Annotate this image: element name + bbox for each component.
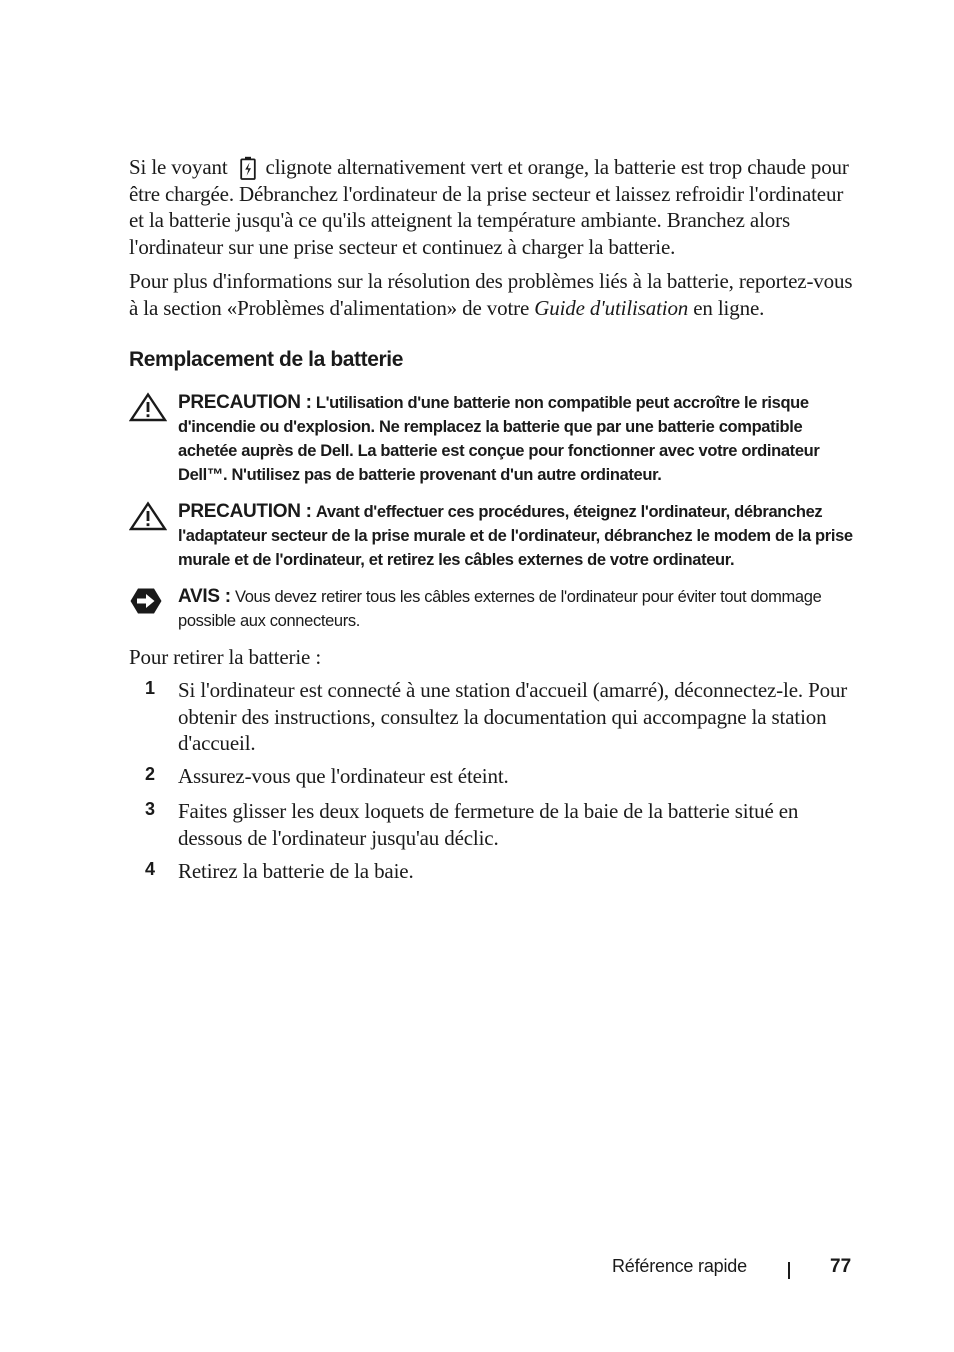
- reference-tail-text: en ligne.: [688, 295, 765, 320]
- step-number: 3: [145, 799, 156, 819]
- notice-text: Avant d'effectuer ces procédures, éteignez l'ordinateur, débranchez l'adaptateur secteur de la prise murale et de l'ordinateur, débranchez le modem de la prise murale et de l'ordinateur, et retirez les câbles externes de votre ordinateur.: [178, 503, 853, 569]
- notice-text: L'utilisation d'une batterie non compatible peut accroître le risque d'incendie ou d'explosion. Ne remplacez la batterie que par une batterie compatible achetée auprès de Dell. La batterie est conçue pour fonctionner avec votre ordinateur Dell™. N'utilisez pas de batterie provenant d'un autre ordinateur.: [178, 394, 820, 484]
- step-text: Retirez la batterie de la baie.: [178, 859, 414, 883]
- steps-intro: Pour retirer la batterie :: [129, 645, 322, 669]
- paragraph-body-text: clignote alternativement vert et orange, la batterie est trop chaude pour être chargée. Débranchez l'ordinateur de la prise secteur et laissez refroidir l'ordinateur et la batterie jusqu'à ce qu'ils atteignent la température ambiante. Branchez alors l'ordinateur sur une prise secteur et continuez à charger la batterie.: [129, 155, 849, 259]
- reference-paragraph: [129, 268, 855, 321]
- step-number: 4: [145, 859, 156, 879]
- guide-title: Guide d'utilisation: [534, 295, 689, 320]
- step-text: Si l'ordinateur est connecté à une station d'accueil (amarré), déconnectez-le. Pour obtenir des instructions, consultez la documentation qui accompagne la station d'accueil.: [178, 678, 848, 755]
- section-title: Remplacement de la batterie: [129, 348, 403, 371]
- precaution-notice: [129, 391, 855, 487]
- notice-label: AVIS :: [178, 586, 231, 607]
- footer-divider: [788, 1262, 790, 1279]
- notice-label: PRECAUTION :: [178, 501, 312, 522]
- avis-notice: [129, 585, 855, 635]
- paragraph-lead-text: Si le voyant: [129, 155, 228, 179]
- footer-title: Référence rapide: [612, 1256, 747, 1276]
- battery-charging-icon: [240, 156, 256, 180]
- precaution-notice: [129, 500, 855, 572]
- warning-triangle-icon: [129, 501, 167, 536]
- step-number: 1: [145, 678, 156, 698]
- notice-text: Vous devez retirer tous les câbles externes de l'ordinateur pour éviter tout dommage possible aux connecteurs.: [178, 588, 822, 630]
- reference-text: Pour plus d'informations sur la résolution des problèmes liés à la batterie, reportez-vous à la section «Problèmes d'alimentation» de votre: [129, 269, 853, 320]
- step-text: Assurez-vous que l'ordinateur est éteint.: [178, 764, 509, 788]
- battery-status-paragraph: [129, 154, 855, 260]
- step-text: Faites glisser les deux loquets de fermeture de la baie de la batterie situé en dessous de l'ordinateur jusqu'au déclic.: [178, 799, 799, 850]
- notice-arrow-icon: [129, 587, 163, 620]
- notice-label: PRECAUTION :: [178, 392, 312, 413]
- warning-triangle-icon: [129, 392, 167, 427]
- page-number: 77: [830, 1256, 852, 1277]
- step-number: 2: [145, 764, 156, 784]
